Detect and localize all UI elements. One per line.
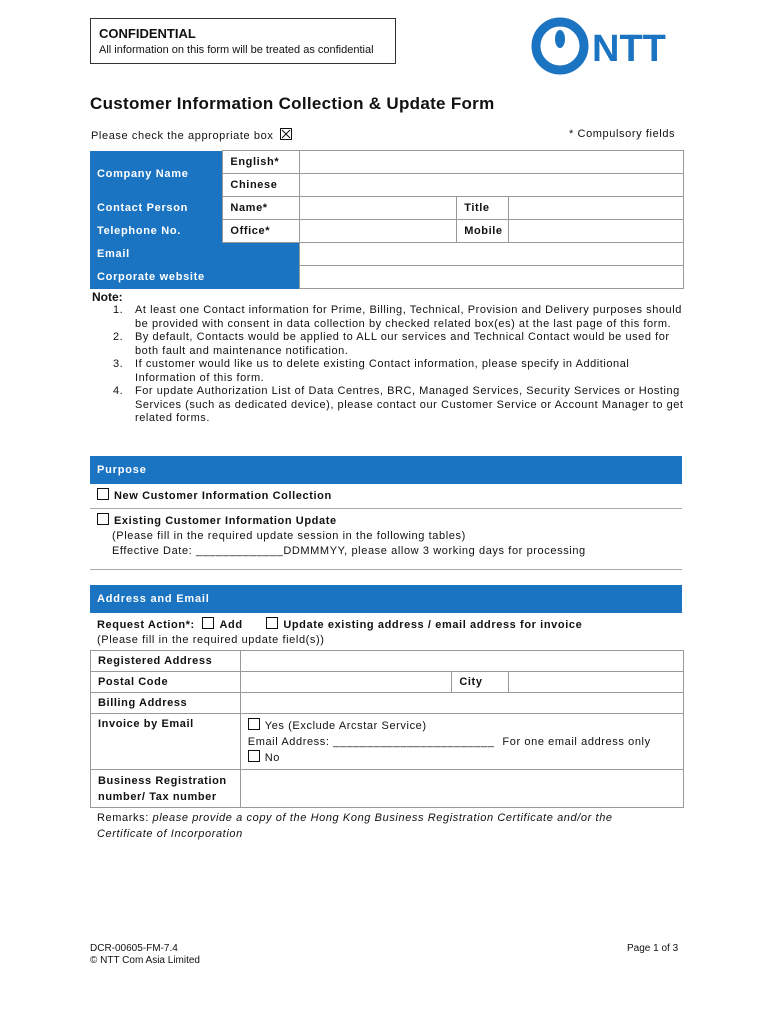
chinese-label: Chinese [223,174,300,197]
address-fill-note: (Please fill in the required update field(s)) [97,634,325,646]
website-input[interactable] [300,266,684,289]
postal-code-input[interactable] [240,672,452,693]
check-instruction [91,128,292,142]
checked-box-icon [280,128,292,140]
note-item [102,385,690,426]
english-label: English* [223,151,300,174]
note-text: If customer would like us to delete existing Contact information, please specify in Additional Information of this form. [135,358,630,384]
confidential-title: CONFIDENTIAL [99,26,196,41]
doc-code: DCR-00605-FM-7.4 [90,943,178,954]
billing-address-label: Billing Address [91,693,241,714]
confidential-box [90,18,396,64]
billing-address-input[interactable] [240,693,683,714]
company-name-label: Company Name [90,151,223,197]
remarks-line2: Certificate of Incorporation [97,828,243,840]
existing-update-fill-note: (Please fill in the required update session in the following tables) [112,530,466,542]
invoice-yes-checkbox[interactable] [248,718,260,730]
address-table [90,650,684,808]
mobile-label: Mobile [457,220,509,243]
br-label-line2: number/ Tax number [98,790,217,803]
note-number: 4. [113,385,124,397]
note-item [102,304,690,331]
mobile-phone-input[interactable] [509,220,684,243]
invoice-email-label: Invoice by Email [91,714,241,770]
purpose-header: Purpose [90,456,682,484]
note-number: 3. [113,358,124,370]
company-name-chinese-input[interactable] [300,174,684,197]
request-action-label: Request Action*: [97,619,195,631]
invoice-email-address-field[interactable]: Email Address: ________________________ [247,736,495,748]
copyright: © NTT Com Asia Limited [90,955,200,966]
telephone-label: Telephone No. [90,220,223,243]
update-checkbox[interactable] [266,617,278,629]
effective-date-field[interactable]: Effective Date: _____________DDMMMYY, please allow 3 working days for processing [112,545,586,557]
footer-left [90,943,200,967]
existing-update-label: Existing Customer Information Update [114,515,337,527]
business-registration-input[interactable] [240,770,683,808]
note-number: 2. [113,331,124,343]
notes-list [102,304,690,426]
one-email-note: For one email address only [502,736,651,748]
br-label-line1: Business Registration [98,774,227,787]
remarks-line1: please provide a copy of the Hong Kong Business Registration Certificate and/or the [152,812,613,824]
company-name-english-input[interactable] [300,151,684,174]
email-label: Email [90,243,300,266]
office-phone-input[interactable] [300,220,457,243]
notes-heading: Note: [92,290,123,304]
remarks [97,810,613,842]
add-checkbox[interactable] [202,617,214,629]
registered-address-label: Registered Address [91,651,241,672]
check-instruction-text: Please check the appropriate box [91,130,274,142]
add-label: Add [219,619,243,631]
confidential-subtitle: All information on this form will be treated as confidential [99,44,374,56]
invoice-yes-label: Yes (Exclude Arcstar Service) [264,720,427,732]
email-input[interactable] [300,243,684,266]
new-customer-label: New Customer Information Collection [114,490,332,502]
invoice-email-options [240,714,683,770]
business-registration-label [91,770,241,808]
note-item [102,331,690,358]
form-title: Customer Information Collection & Update Form [90,94,495,113]
note-text: For update Authorization List of Data Centres, BRC, Managed Services, Security Services or Hosting Services (such as dedicated device), please contact our Customer Service or Account Manager to get related forms. [135,385,684,424]
remarks-label: Remarks: [97,812,149,824]
name-label: Name* [223,197,300,220]
ntt-logo [530,16,690,76]
note-text: By default, Contacts would be applied to ALL our services and Technical Contact would be used for both fault and maintenance notification. [135,331,670,357]
request-action-row [97,617,582,631]
existing-update-row [90,509,682,570]
contact-person-label: Contact Person [90,197,223,220]
note-number: 1. [113,304,124,316]
postal-code-label: Postal Code [91,672,241,693]
new-customer-row [90,484,682,509]
invoice-no-checkbox[interactable] [248,750,260,762]
website-label: Corporate website [90,266,300,289]
registered-address-input[interactable] [240,651,683,672]
contact-name-input[interactable] [300,197,457,220]
note-item [102,358,690,385]
compulsory-note: * Compulsory fields [569,128,676,140]
logo-text: NTT [592,28,666,70]
title-label: Title [457,197,509,220]
city-label: City [452,672,509,693]
page-number: Page 1 of 3 [627,943,679,954]
new-customer-checkbox[interactable] [97,488,109,500]
existing-update-checkbox[interactable] [97,513,109,525]
contact-title-input[interactable] [509,197,684,220]
address-header: Address and Email [90,585,682,613]
company-info-table [90,150,684,289]
city-input[interactable] [509,672,684,693]
update-label: Update existing address / email address for invoice [283,619,583,631]
logo-drop-icon [555,30,565,48]
note-text: At least one Contact information for Prime, Billing, Technical, Provision and Delivery purposes should be provided with consent in data collection by checked related box(es) at the last page of this form. [135,304,682,330]
office-label: Office* [223,220,300,243]
invoice-no-label: No [264,752,281,764]
